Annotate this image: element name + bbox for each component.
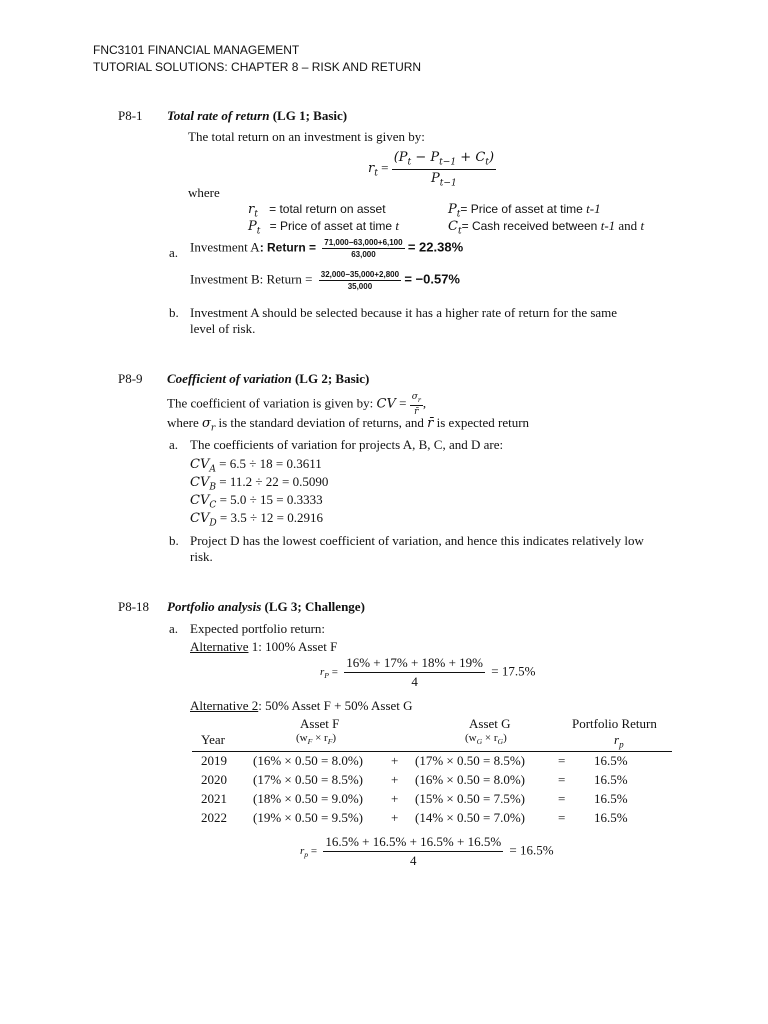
part-a-label: a.: [169, 621, 179, 636]
def-pt-minus-1: $P_t=$ Price of asset at time t-1: [448, 201, 601, 220]
table-row-f: (18% × 0.50 = 9.0%): [253, 791, 363, 806]
table-row-portfolio: 16.5%: [594, 810, 628, 825]
part-b-line-2: level of risk.: [190, 321, 256, 336]
problem-number-p8-9: P8-9: [118, 371, 143, 386]
table-row-plus: +: [391, 753, 399, 768]
cv-row-d: $CV_D = 3.5 \div 12 = 0.2916$: [190, 510, 323, 529]
table-row-year: 2022: [201, 810, 227, 825]
cv-where: where $\sigma_r$ is the standard deviation of returns, and r̄ is expected return: [167, 415, 530, 434]
problem-number-p8-18: P8-18: [118, 599, 150, 614]
table-row-f: (16% × 0.50 = 8.0%): [253, 753, 363, 768]
th-portfolio-return: Portfolio Return: [572, 716, 657, 731]
table-row-f: (17% × 0.50 = 8.5%): [253, 772, 363, 787]
table-row-eq: =: [558, 810, 566, 825]
def-rt: $r_t$ = total return on asset: [248, 202, 386, 220]
table-row-portfolio: 16.5%: [594, 753, 628, 768]
table-row-g: (14% × 0.50 = 7.0%): [415, 810, 525, 825]
part-a-label: a.: [169, 245, 179, 260]
def-pt: $P_t$ = Price of asset at time t: [248, 218, 399, 237]
table-row-plus: +: [391, 772, 399, 787]
problem-title-text: Total rate of return: [167, 108, 270, 123]
problem-title-p8-1: [167, 108, 347, 124]
part-a-label: a.: [169, 437, 179, 452]
th-asset-g-formula: $(w_G \times r_G)$: [465, 732, 507, 747]
intro-text: The total return on an investment is given by:: [188, 129, 425, 144]
formula-eq: =: [381, 160, 389, 176]
cv-definition: The coefficient of variation is given by: CV = $\frac{\sigma_r}{r̄}$ ,: [167, 392, 427, 417]
th-rp: $r_p$: [614, 732, 624, 750]
th-asset-g: Asset G: [469, 716, 511, 731]
investment-a-return: Investment A: Return = $\frac{71,000-63,000+6,100}{63,000}$ = 22.38%: [190, 238, 464, 259]
table-row-portfolio: 16.5%: [594, 772, 628, 787]
table-row-g: (17% × 0.50 = 8.5%): [415, 753, 525, 768]
table-row-eq: =: [558, 753, 566, 768]
th-year: Year: [201, 732, 225, 747]
table-row-f: (19% × 0.50 = 9.5%): [253, 810, 363, 825]
table-header-rule: [192, 751, 672, 752]
alternative-1-heading: Alternative 1: 100% Asset F: [190, 639, 338, 654]
table-row-portfolio: 16.5%: [594, 791, 628, 806]
table-row-g: (15% × 0.50 = 7.5%): [415, 791, 525, 806]
final-portfolio-formula: $r_p$ = $\frac{16.5\% + 16.5\% + 16.5\% + 16.5\%}{4}$ = 16.5%: [300, 834, 554, 868]
cv-row-b: $CV_B = 11.2 \div 22 = 0.5090$: [190, 474, 329, 493]
table-row-year: 2019: [201, 753, 227, 768]
problem-title-p8-9: Coefficient of variation (LG 2; Basic): [167, 371, 370, 386]
problem-lg: (LG 1; Basic): [272, 108, 348, 123]
document-header-subtitle: TUTORIAL SOLUTIONS: CHAPTER 8 – RISK AND RETURN: [93, 60, 422, 74]
cv-row-c: $CV_C = 5.0 \div 15 = 0.3333$: [190, 492, 323, 511]
part-b-line-1: Project D has the lowest coefficient of variation, and hence this indicates relatively low: [190, 533, 644, 548]
alternative-2-heading: Alternative 2: 50% Asset F + 50% Asset G: [190, 698, 413, 713]
part-b-line-1: Investment A should be selected because it has a higher rate of return for the same: [190, 305, 618, 320]
table-row-year: 2021: [201, 791, 227, 806]
part-a-text: The coefficients of variation for projects A, B, C, and D are:: [190, 437, 504, 452]
alternative-1-formula: $r_P$ = $\frac{16\% + 17\% + 18\% + 19\%}{4}$ = 17.5%: [320, 655, 536, 689]
document-header-course: FNC3101 FINANCIAL MANAGEMENT: [93, 43, 300, 57]
formula-lhs: $r_t$: [368, 161, 378, 179]
table-row-year: 2020: [201, 772, 227, 787]
table-row-plus: +: [391, 791, 399, 806]
table-row-plus: +: [391, 810, 399, 825]
th-asset-f-formula: $(w_F \times r_F)$: [296, 732, 337, 747]
formula-numerator: $(P_t - P_{t-1} + C_t)$: [393, 150, 495, 168]
problem-title-p8-18: Portfolio analysis (LG 3; Challenge): [167, 599, 365, 614]
table-row-g: (16% × 0.50 = 8.0%): [415, 772, 525, 787]
problem-number-p8-1: P8-1: [118, 108, 143, 123]
table-row-eq: =: [558, 772, 566, 787]
part-a-text: Expected portfolio return:: [190, 621, 326, 636]
cv-row-a: $CV_A = 6.5 \div 18 = 0.3611$: [190, 456, 322, 475]
formula-denominator: $P_{t-1}$: [430, 170, 457, 189]
th-asset-f: Asset F: [300, 716, 340, 731]
part-b-line-2: risk.: [190, 549, 213, 564]
table-row-eq: =: [558, 791, 566, 806]
where-label: where: [188, 185, 220, 200]
def-ct: $C_t=$ Cash received between t-1 and t: [448, 218, 645, 237]
total-return-formula: [368, 150, 496, 188]
investment-b-return: Investment B: Return = $\frac{32,000-35,000+2,800}{35,000}$ = −0.57%: [190, 270, 460, 291]
part-b-label: b.: [169, 533, 179, 548]
part-b-label: b.: [169, 305, 179, 320]
formula-fraction: [392, 150, 496, 188]
